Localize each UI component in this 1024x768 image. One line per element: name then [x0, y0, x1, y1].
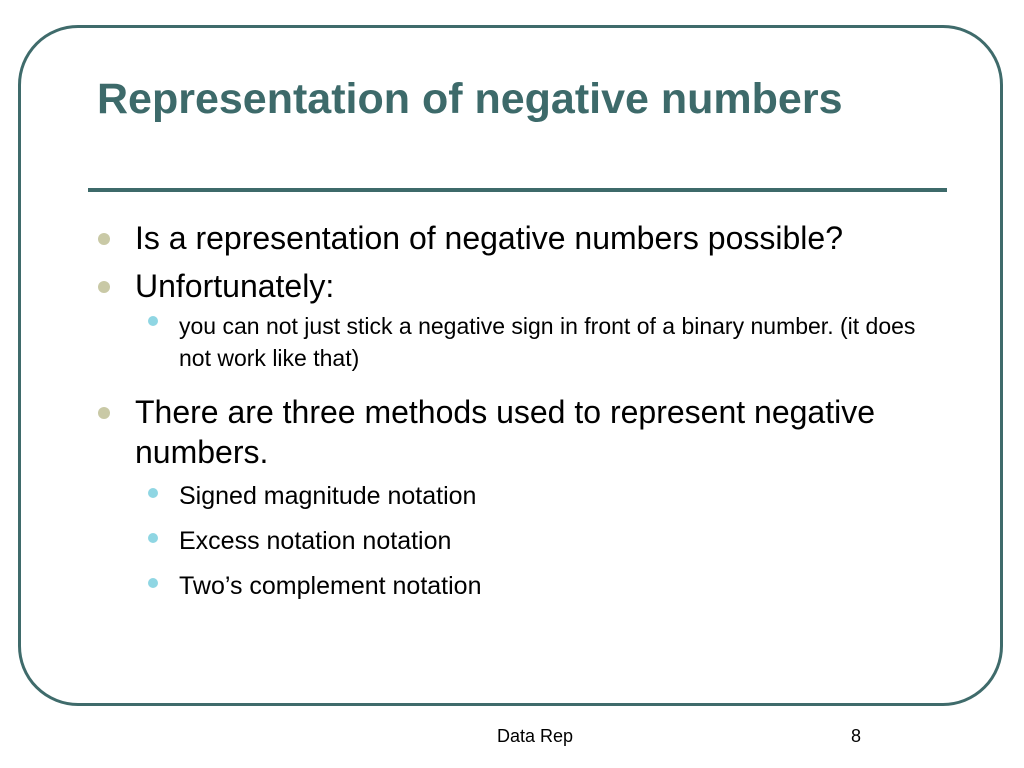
sub-bullet-item — [96, 480, 926, 512]
bullet-text: There are three methods used to represent negative numbers. — [135, 394, 875, 470]
slide-title: Representation of negative numbers — [97, 75, 843, 123]
sub-bullet-text: Signed magnitude notation — [179, 482, 477, 510]
sub-bullet-item — [96, 310, 926, 374]
bullet-dot-icon — [98, 233, 110, 245]
bullet-dot-icon — [98, 407, 110, 419]
sub-bullet-text: Excess notation notation — [179, 527, 452, 555]
page-number: 8 — [851, 726, 862, 746]
bullet-dot-icon — [98, 281, 110, 293]
sub-bullet-dot-icon — [148, 533, 158, 543]
slide-content — [96, 218, 926, 615]
title-divider — [88, 188, 947, 192]
sub-bullet-dot-icon — [148, 488, 158, 498]
bullet-text: Is a representation of negative numbers possible? — [135, 220, 843, 256]
sub-bullet-dot-icon — [148, 578, 158, 588]
bullet-item — [96, 218, 926, 258]
bullet-text: Unfortunately: — [135, 268, 335, 304]
bullet-item — [96, 266, 926, 306]
sub-bullet-item — [96, 525, 926, 557]
footer-label: Data Rep — [497, 726, 574, 746]
sub-bullet-text: you can not just stick a negative sign in front of a binary number. (it does not work like that) — [179, 313, 916, 371]
sub-bullet-item — [96, 570, 926, 602]
sub-bullet-dot-icon — [148, 316, 158, 326]
bullet-item — [96, 392, 926, 472]
sub-bullet-text: Two’s complement notation — [179, 572, 482, 600]
